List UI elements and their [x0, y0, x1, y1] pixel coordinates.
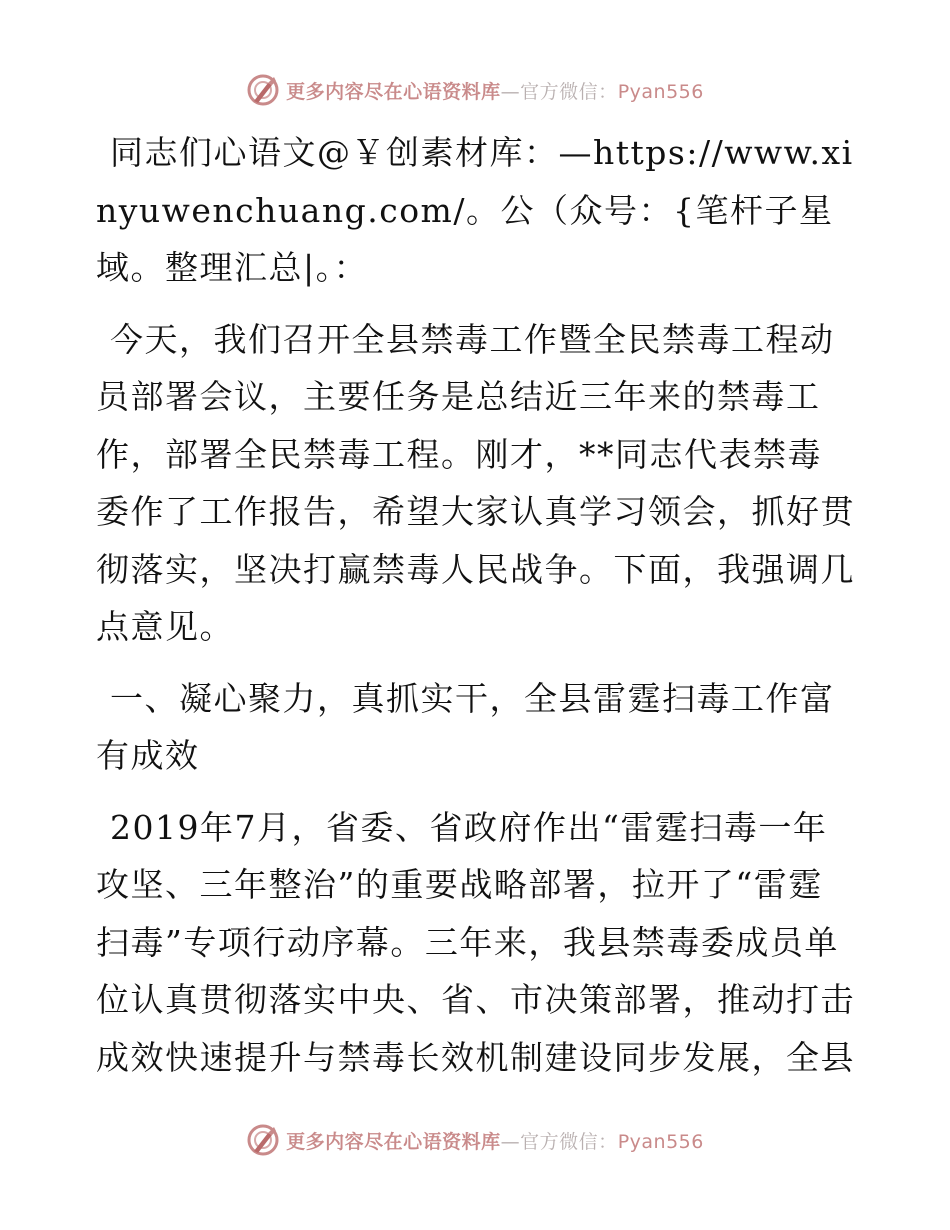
header-banner-id: Pyan556	[617, 80, 704, 103]
paragraph-opening	[96, 311, 856, 656]
footer-banner	[0, 1120, 950, 1160]
paragraph-2019-text: 2019年7月，省委、省政府作出“雷霆扫毒一年攻坚、三年整治”的重要战略部署，拉开了“雷霆扫毒”专项行动序幕。三年来，我县禁毒委成员单位认真贯彻落实中央、省、市决策部署，推动打击成效快速提升与禁毒长效机制建设同步发展，全县	[96, 807, 855, 1077]
paragraph-intro	[96, 124, 856, 297]
section-heading-1-text: 一、凝心聚力，真抓实干，全县雷霆扫毒工作富有成效	[96, 678, 835, 775]
quill-seal-icon	[246, 73, 280, 107]
footer-banner-main: 更多内容尽在心语资料库	[286, 1130, 501, 1153]
header-banner-sep: —官方微信：	[500, 80, 618, 103]
paragraph-opening-text: 今天，我们召开全县禁毒工作暨全民禁毒工程动员部署会议，主要任务是总结近三年来的禁毒工作，部署全民禁毒工程。刚才，**同志代表禁毒委作了工作报告，希望大家认真学习领会，抓好贯彻落实，坚决打赢禁毒人民战争。下面，我强调几点意见。	[96, 319, 855, 646]
quill-seal-icon	[246, 1123, 280, 1157]
header-banner-main: 更多内容尽在心语资料库	[286, 80, 501, 103]
paragraph-intro-text: 同志们心语文@￥创素材库：—https://www.xinyuwenchuang.com/。公（众号：{笔杆子星域。整理汇总|。：	[96, 133, 854, 287]
header-banner-text	[286, 77, 704, 104]
section-heading-1	[96, 670, 856, 785]
footer-banner-text	[286, 1127, 704, 1154]
paragraph-2019	[96, 799, 856, 1087]
document-body	[96, 124, 856, 1100]
footer-banner-id: Pyan556	[617, 1130, 704, 1153]
header-banner	[0, 70, 950, 110]
footer-banner-sep: —官方微信：	[500, 1130, 618, 1153]
